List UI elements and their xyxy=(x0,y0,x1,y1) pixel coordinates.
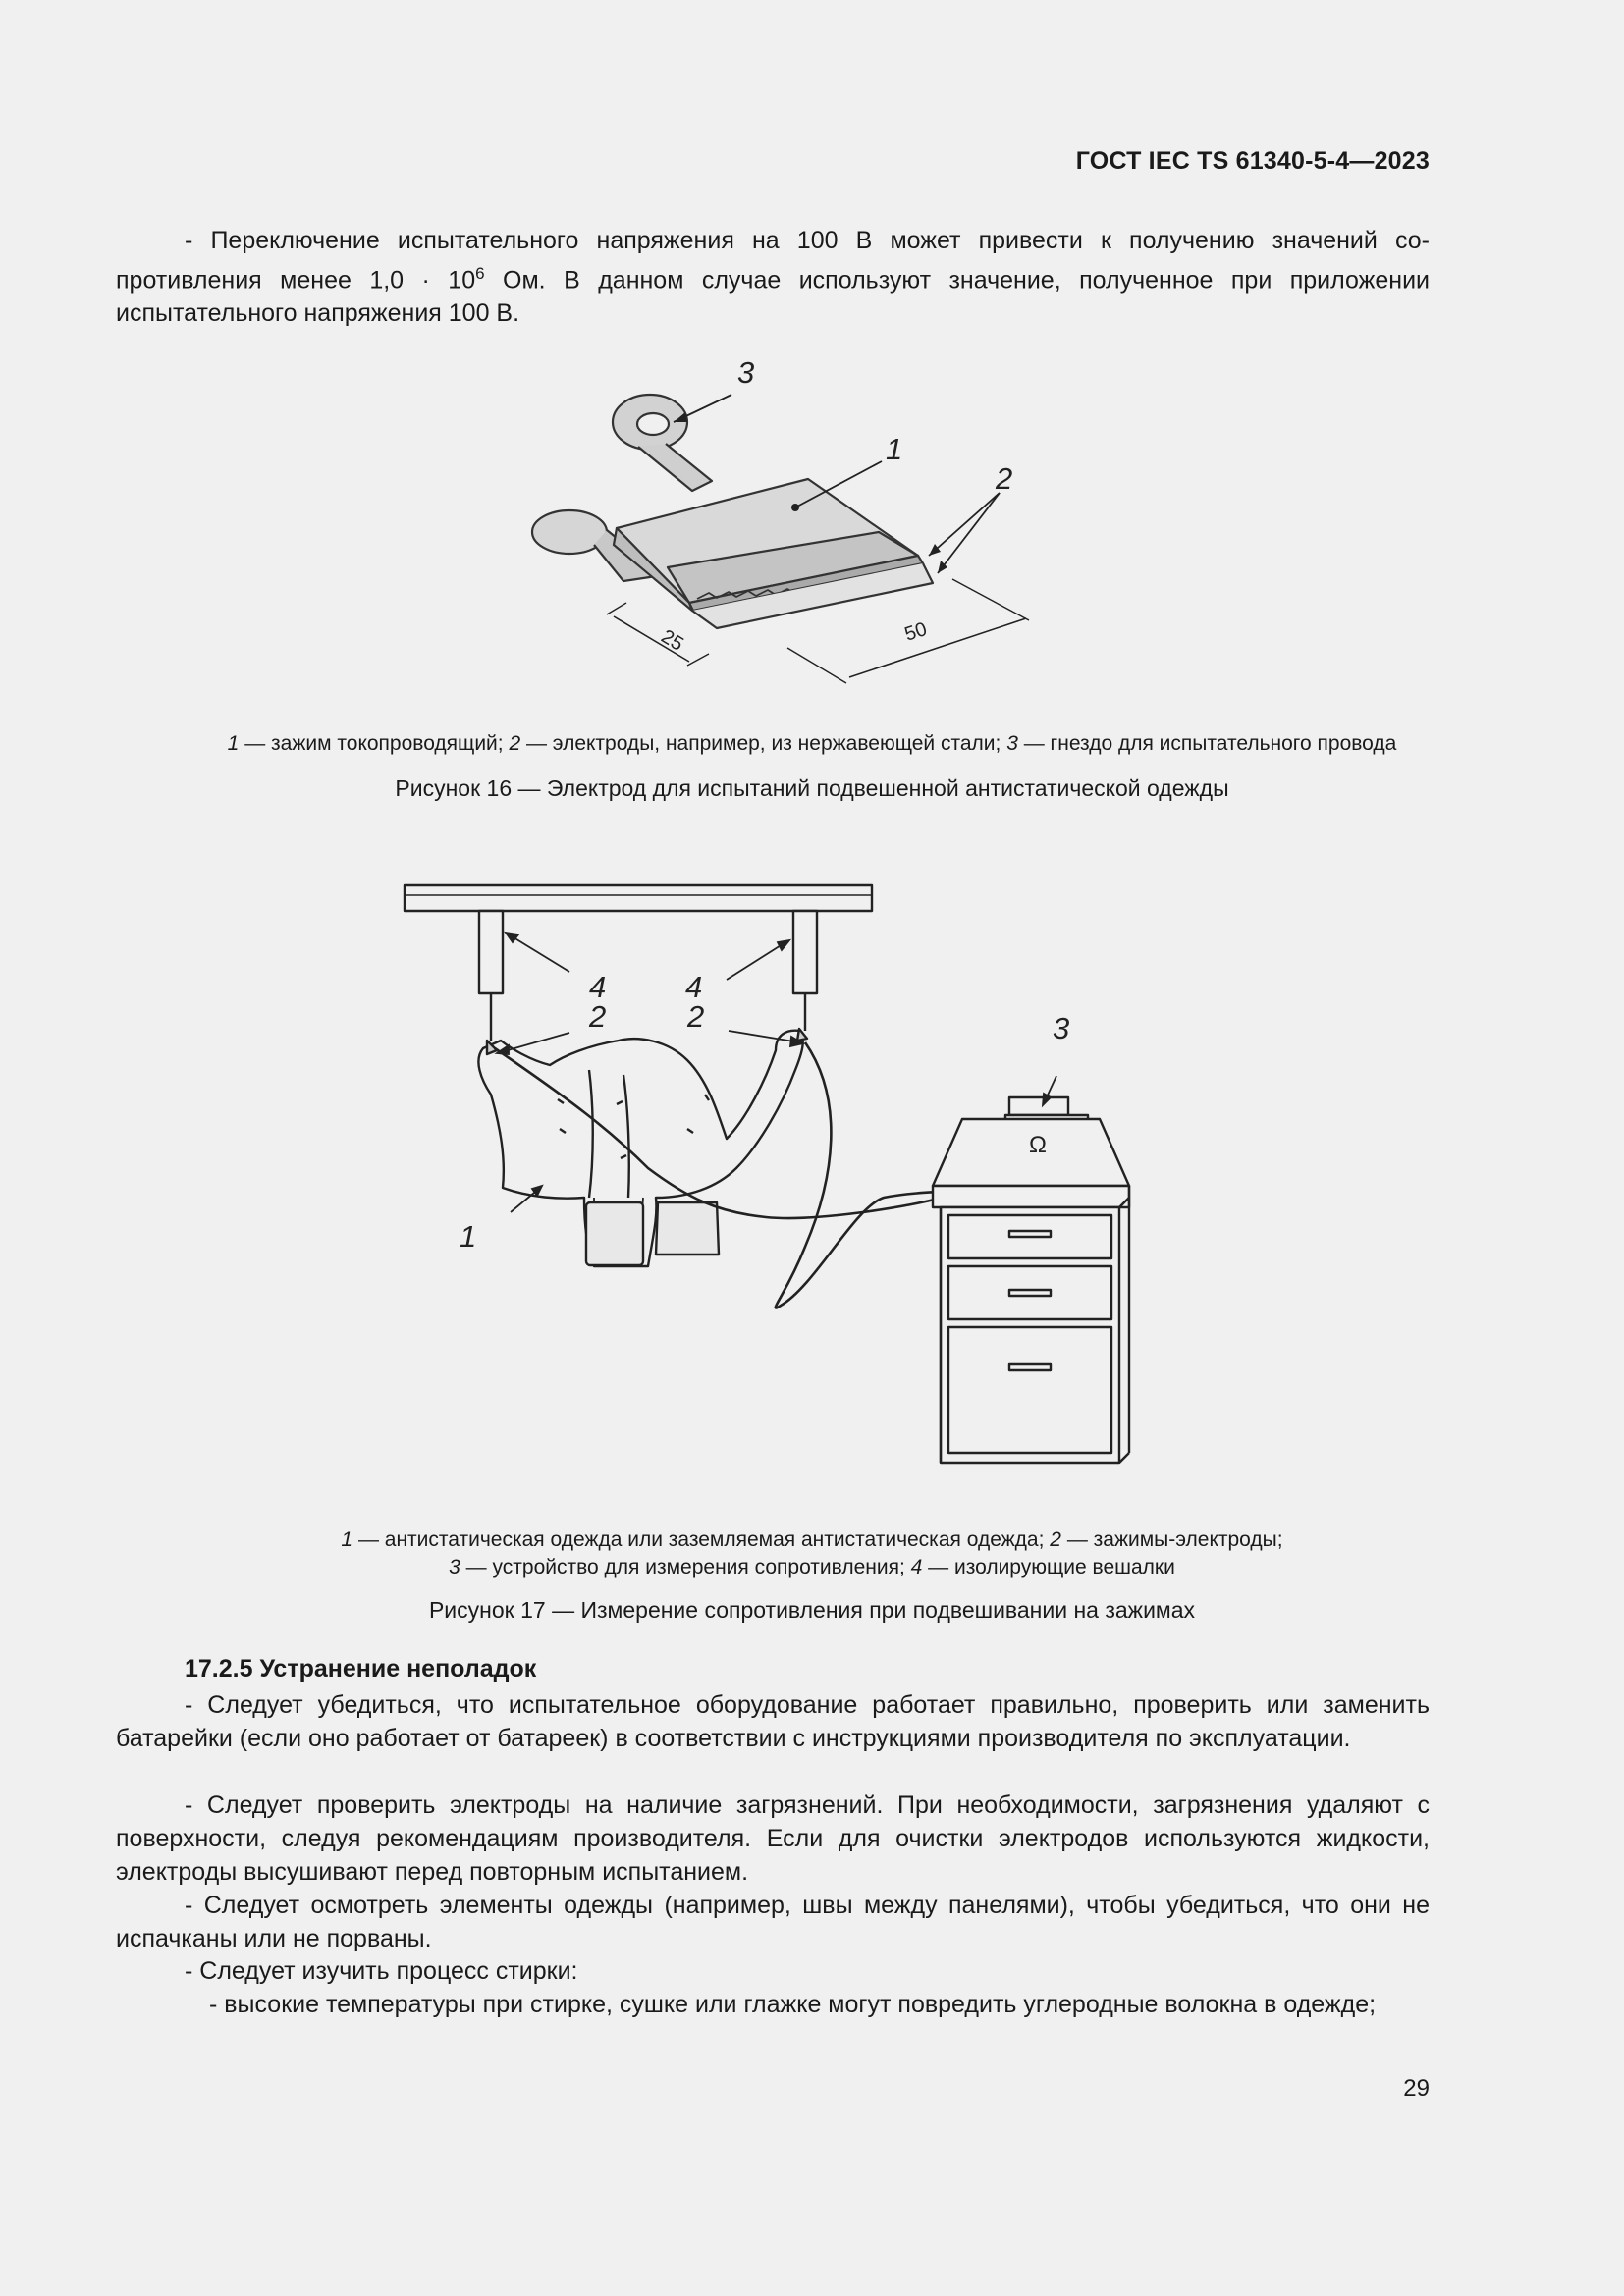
fig17-label-2-right: 2 xyxy=(687,999,705,1034)
fig17-label-4-left: 4 xyxy=(589,970,607,1004)
page-number: 29 xyxy=(1403,2075,1430,2102)
superscript-exponent: 6 xyxy=(475,264,485,283)
troubleshoot-paragraph-1: - Следует убедиться, что испытательное оборудование работает правильно, проверить или заменить батарейки (если оно работает от батареек) в соответствии с инструкциями производителя по эксплуатации. xyxy=(116,1691,1430,1752)
intro-line-2: противления менее $1,0 \cdot 10^6$ Ом. В данном случае используют значение, полученное при приложении xyxy=(116,264,1430,294)
fig17-label-1: 1 xyxy=(460,1219,477,1254)
fig16-label-3: 3 xyxy=(737,355,755,390)
fig16-label-1: 1 xyxy=(886,432,903,466)
standard-header: ГОСТ IEC TS 61340-5-4—2023 xyxy=(1075,147,1430,175)
figure-17-legend xyxy=(0,1526,1624,1581)
troubleshoot-paragraph-2: - Следует проверить электроды на наличие загрязнений. При необходимости, загрязнения удаляют с поверхности, следуя рекомендациям производителя. Если для очистки электродов используются жидкости, электроды высушивают перед повторным испытанием. xyxy=(116,1791,1430,1886)
intro-paragraph xyxy=(116,224,1430,330)
fig16-dim-25: 25 xyxy=(657,625,687,656)
ohmmeter-symbol: Ω xyxy=(1029,1132,1047,1158)
section-heading: 17.2.5 Устранение неполадок xyxy=(185,1655,537,1682)
figure-16-legend: 1 — зажим токопроводящий; 2 — электроды, например, из нержавеющей стали; 3 — гнездо для испытательного провода xyxy=(227,732,1397,755)
fig16-label-2: 2 xyxy=(996,461,1013,496)
fig16-dim-50: 50 xyxy=(901,617,930,646)
figure-17-drawing xyxy=(393,874,1159,1472)
figure-16-drawing xyxy=(491,353,1041,687)
fig17-label-3: 3 xyxy=(1053,1011,1070,1045)
troubleshoot-paragraph-3: - Следует осмотреть элементы одежды (например, швы между панелями), чтобы убедиться, что они не испачканы или не порваны. xyxy=(116,1892,1430,1952)
figure-17-legend-line-1: 1 — антистатическая одежда или заземляемая антистатическая одежда; 2 — зажимы-электроды; xyxy=(341,1528,1283,1551)
troubleshoot-paragraph-5: - высокие температуры при стирке, сушке или глажке могут повредить углеродные волокна в одежде; xyxy=(209,1991,1377,2018)
figure-17-title: Рисунок 17 — Измерение сопротивления при подвешивании на зажимах xyxy=(428,1597,1196,1623)
fig17-label-2-left: 2 xyxy=(589,999,607,1034)
figure-16-title: Рисунок 16 — Электрод для испытаний подвешенной антистатической одежды xyxy=(395,775,1229,801)
figure-17-legend-line-2: 3 — устройство для измерения сопротивления; 4 — изолирующие вешалки xyxy=(449,1556,1175,1578)
intro-line-3: испытательного напряжения 100 В. xyxy=(116,299,520,328)
intro-line-1: - Переключение испытательного напряжения на 100 В может привести к получению значений со- xyxy=(185,227,1430,254)
troubleshoot-paragraph-4: - Следует изучить процесс стирки: xyxy=(185,1957,578,1985)
fig17-label-4-right: 4 xyxy=(685,970,703,1004)
